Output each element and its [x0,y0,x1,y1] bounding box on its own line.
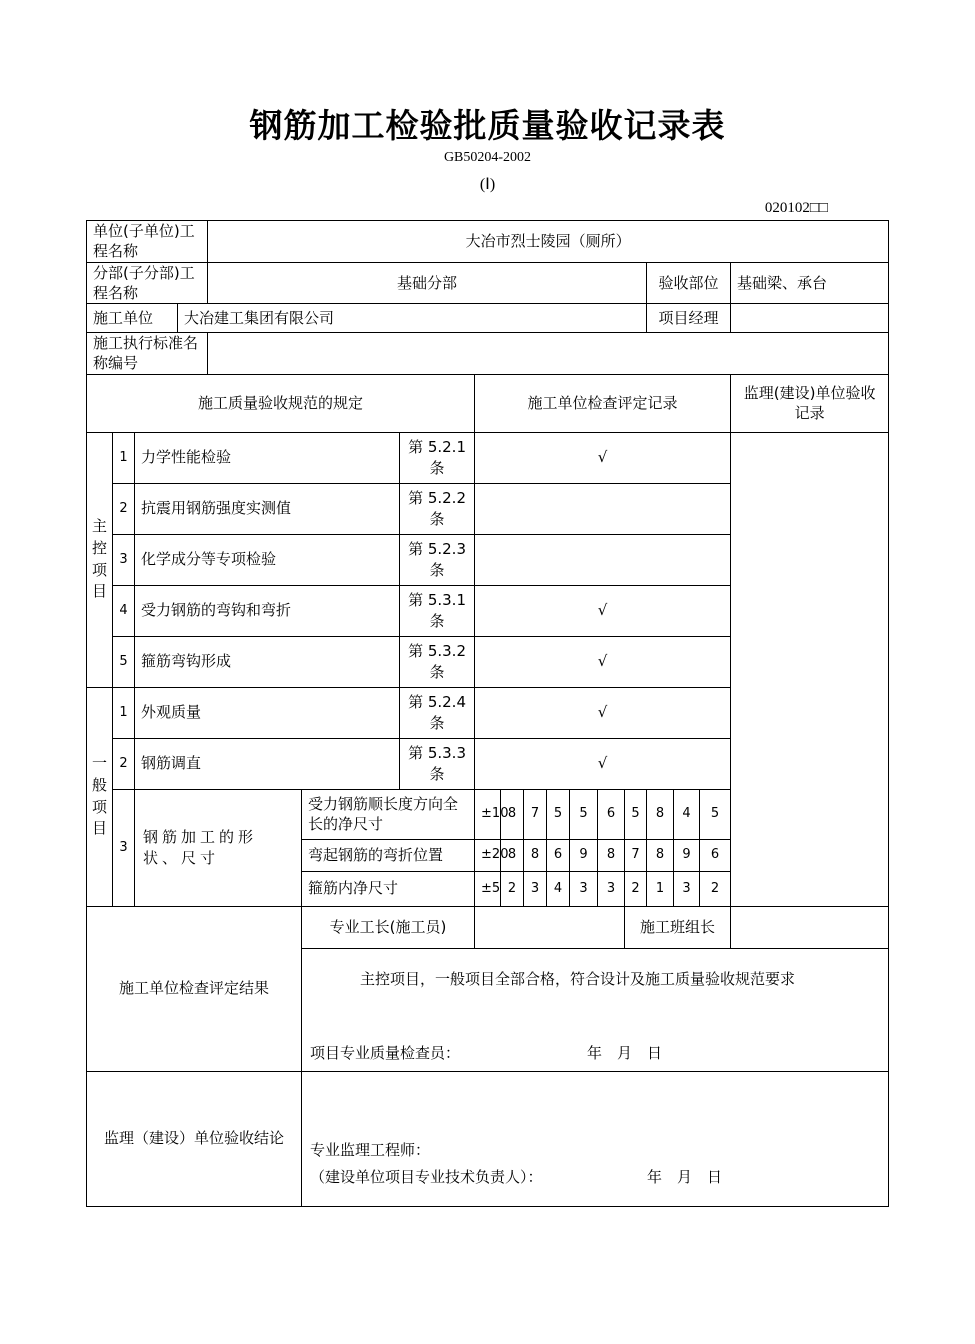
construction-unit-value[interactable]: 大冶建工集团有限公司 [178,304,647,333]
inspector-label: 项目专业质量检查员： [310,1043,461,1062]
measure-value[interactable]: 1 [647,871,674,906]
main-control-group-label: 主 控 项 目 [87,432,113,687]
supervision-date: 年 月 日 [647,1167,723,1186]
measure-tolerance: ±10 [475,789,501,839]
project-manager-label: 项目经理 [647,304,731,333]
row-foreman [87,906,889,948]
item-number: 1 [113,687,135,738]
project-manager-value[interactable] [731,304,889,333]
item-clause: 第 5.3.3 条 [400,738,475,789]
form-code: 020102□□ [764,200,828,216]
measure-value[interactable]: 5 [700,789,731,839]
conclusion-text: 主控项目，一般项目全部合格，符合设计及施工质量验收规范要求 [360,969,796,988]
measure-value[interactable]: 6 [598,789,625,839]
item-clause: 第 5.2.4 条 [400,687,475,738]
measure-value[interactable]: 5 [570,789,598,839]
measure-value[interactable]: 4 [674,789,700,839]
measure-value[interactable]: 8 [524,839,547,871]
result-content[interactable] [302,948,889,1071]
measure-desc: 受力钢筋顺长度方向全长的净尺寸 [302,789,475,839]
row-unit-project [87,221,889,263]
inspection-table [86,220,889,1207]
standard-code: GB50204-2002 [443,150,532,165]
measure-value[interactable]: 2 [700,871,731,906]
item-name: 抗震用钢筋强度实测值 [135,483,400,534]
supervision-content[interactable] [302,1071,889,1206]
measure-tolerance: ±5 [475,871,501,906]
measure-value[interactable]: 7 [625,839,647,871]
row-supervision [87,1071,889,1206]
item-clause: 第 5.3.1 条 [400,585,475,636]
measure-value[interactable]: 9 [674,839,700,871]
measure-tolerance: ±20 [475,839,501,871]
measure-value[interactable]: 8 [598,839,625,871]
item-name: 钢筋调直 [135,738,400,789]
item-name: 钢筋加工的形状、尺寸 [135,789,302,906]
item-number: 2 [113,738,135,789]
foreman-value[interactable] [475,906,625,948]
part-number: (Ⅰ) [479,176,496,193]
measure-value[interactable]: 8 [647,789,674,839]
item-number: 5 [113,636,135,687]
item-number: 3 [113,534,135,585]
measure-value[interactable]: 2 [625,871,647,906]
item-name: 化学成分等专项检验 [135,534,400,585]
measure-value[interactable]: 5 [547,789,570,839]
item-check[interactable]: √ [475,432,731,483]
item-check[interactable]: √ [475,585,731,636]
measure-value[interactable]: 4 [547,871,570,906]
measure-value[interactable]: 8 [501,839,524,871]
item-number: 1 [113,432,135,483]
measure-value[interactable]: 5 [625,789,647,839]
measure-value[interactable]: 3 [570,871,598,906]
measure-value[interactable]: 9 [570,839,598,871]
measure-value[interactable]: 3 [598,871,625,906]
team-leader-label: 施工班组长 [625,906,731,948]
construction-unit-label: 施工单位 [87,304,178,333]
sub-project-value[interactable]: 基础分部 [208,262,647,304]
unit-project-value[interactable]: 大冶市烈士陵园（厕所） [208,221,889,263]
measure-value[interactable]: 3 [674,871,700,906]
standard-label: 施工执行标准名称编号 [87,333,208,375]
unit-project-label: 单位(子单位)工程名称 [87,221,208,263]
item-clause: 第 5.3.2 条 [400,636,475,687]
owner-label: （建设单位项目专业技术负责人）： [310,1167,543,1186]
item-check[interactable]: √ [475,738,731,789]
supervision-column-header: 监理(建设)单位验收记录 [731,374,889,432]
foreman-label: 专业工长(施工员) [302,906,475,948]
spec-column-header: 施工质量验收规范的规定 [87,374,475,432]
item-number: 3 [113,789,135,906]
measure-value[interactable]: 3 [524,871,547,906]
result-date: 年 月 日 [587,1043,663,1062]
row-construction-unit [87,304,889,333]
row-sub-project [87,262,889,304]
item-clause: 第 5.2.3 条 [400,534,475,585]
form-title: 钢筋加工检验批质量验收记录表 [249,106,726,145]
item-number: 2 [113,483,135,534]
row-standard [87,333,889,375]
item-clause: 第 5.2.2 条 [400,483,475,534]
measure-value[interactable]: 8 [501,789,524,839]
sub-project-label: 分部(子分部)工程名称 [87,262,208,304]
item-name: 受力钢筋的弯钩和弯折 [135,585,400,636]
item-check[interactable]: √ [475,636,731,687]
row-column-headers [87,374,889,432]
item-name: 力学性能检验 [135,432,400,483]
accept-location-value[interactable]: 基础梁、承台 [731,262,889,304]
result-label: 施工单位检查评定结果 [87,906,302,1071]
item-check[interactable] [475,534,731,585]
measure-desc: 弯起钢筋的弯折位置 [302,839,475,871]
check-column-header: 施工单位检查评定记录 [475,374,731,432]
item-check[interactable] [475,483,731,534]
item-number: 4 [113,585,135,636]
measure-value[interactable]: 6 [700,839,731,871]
measure-value[interactable]: 8 [647,839,674,871]
general-group-label: 一 般 项 目 [87,687,113,906]
measure-value[interactable]: 6 [547,839,570,871]
item-name: 箍筋弯钩形成 [135,636,400,687]
supervision-label: 监理（建设）单位验收结论 [87,1071,302,1206]
engineer-label: 专业监理工程师： [310,1140,431,1159]
accept-location-label: 验收部位 [647,262,731,304]
main-item-row [87,432,889,483]
item-name: 外观质量 [135,687,400,738]
team-leader-value[interactable] [731,906,889,948]
item-check[interactable]: √ [475,687,731,738]
measure-desc: 箍筋内净尺寸 [302,871,475,906]
measure-value[interactable]: 2 [501,871,524,906]
supervision-record[interactable] [731,432,889,906]
standard-value[interactable] [208,333,889,375]
measure-value[interactable]: 7 [524,789,547,839]
item-clause: 第 5.2.1 条 [400,432,475,483]
